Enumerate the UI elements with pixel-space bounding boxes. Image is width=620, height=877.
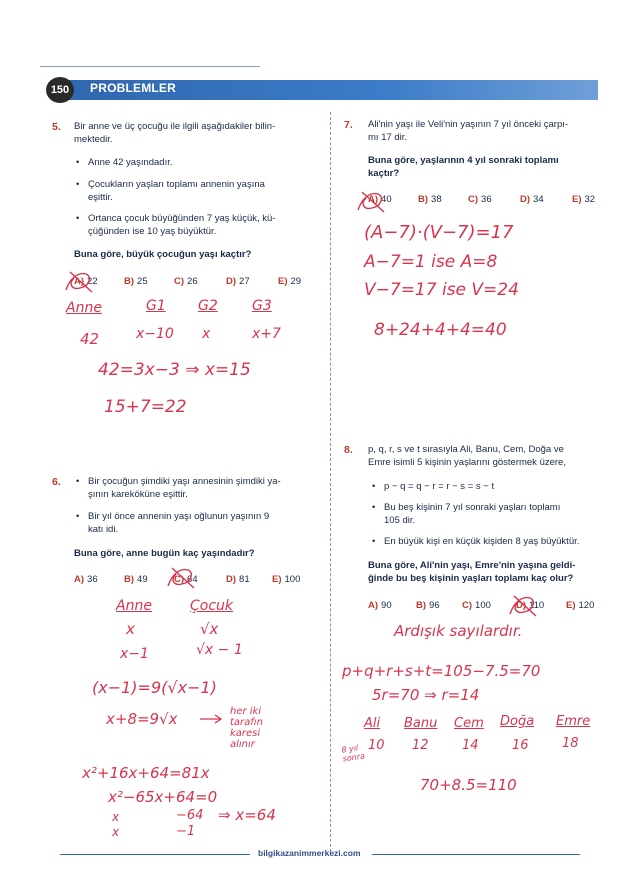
option-letter: B) bbox=[418, 194, 429, 205]
hw-name: Banu bbox=[404, 716, 438, 731]
hw-side-note-line: sonra bbox=[342, 751, 366, 764]
option-d[interactable] bbox=[520, 194, 544, 205]
hw-value: √x bbox=[200, 620, 219, 638]
question-prompt: ğinde bu beş kişinin yaşları toplamı kaç olur? bbox=[368, 573, 574, 584]
arrow-icon bbox=[198, 714, 226, 724]
hw-age: 10 bbox=[368, 738, 385, 753]
option-b[interactable] bbox=[124, 574, 148, 585]
hw-equation: p+q+r+s+t=105−7.5=70 bbox=[342, 662, 541, 680]
hw-equation: x²−65x+64=0 bbox=[108, 788, 218, 806]
bullet-text: çüğünden ise 10 yaş büyüktür. bbox=[88, 226, 217, 237]
hw-value: √x − 1 bbox=[196, 642, 243, 658]
option-letter: B) bbox=[416, 600, 427, 611]
bullet-item bbox=[384, 480, 494, 493]
hw-header-anne: Anne bbox=[116, 598, 152, 614]
option-c[interactable] bbox=[462, 600, 491, 611]
hw-equation: (A−7)·(V−7)=17 bbox=[364, 222, 514, 243]
option-c[interactable] bbox=[174, 276, 198, 287]
bullet-text: Anne 42 yaşındadır. bbox=[88, 157, 173, 168]
question-prompt: Buna göre, anne bugün kaç yaşındadır? bbox=[74, 548, 255, 559]
hw-note-line: karesi bbox=[230, 728, 261, 739]
option-letter: A) bbox=[74, 276, 85, 287]
question-prompt: Buna göre, Ali'nin yaşı, Emre'nin yaşına geldi- bbox=[368, 560, 576, 571]
option-value: 49 bbox=[137, 574, 148, 585]
hw-note bbox=[230, 706, 263, 750]
hw-note-line: her iki bbox=[230, 706, 262, 717]
hw-equation: A−7=1 ise A=8 bbox=[364, 252, 498, 272]
option-value: 34 bbox=[533, 194, 544, 205]
question-text-line: Bir anne ve üç çocuğu ile ilgili aşağıdakiler bilin- bbox=[74, 121, 276, 132]
hw-value: x bbox=[202, 326, 211, 342]
hw-equation: 42=3x−3 ⇒ x=15 bbox=[98, 360, 251, 380]
option-e[interactable] bbox=[278, 276, 301, 287]
option-d[interactable] bbox=[226, 574, 250, 585]
option-letter: E) bbox=[272, 574, 282, 585]
question-prompt: Buna göre, büyük çocuğun yaşı kaçtır? bbox=[74, 249, 252, 260]
option-e[interactable] bbox=[572, 194, 595, 205]
hw-name: Emre bbox=[556, 714, 591, 729]
question-text-line: Ali'nin yaşı ile Veli'nin yaşının 7 yıl önceki çarpı- bbox=[368, 119, 569, 130]
option-value: 25 bbox=[137, 276, 148, 287]
option-letter: E) bbox=[572, 194, 582, 205]
option-letter: C) bbox=[174, 574, 185, 585]
option-value: 96 bbox=[429, 600, 440, 611]
option-value: 120 bbox=[578, 600, 595, 611]
hw-side-note-line: 8 yıl bbox=[340, 743, 359, 755]
option-value: 29 bbox=[290, 276, 302, 287]
option-d[interactable] bbox=[226, 276, 250, 287]
option-letter: D) bbox=[226, 574, 237, 585]
hw-value: x bbox=[126, 620, 135, 638]
footer-rule-left bbox=[60, 854, 250, 855]
hw-equation: V−7=17 ise V=24 bbox=[364, 280, 519, 300]
bullet-text: Ortanca çocuk büyüğünden 7 yaş küçük, kü- bbox=[88, 213, 276, 224]
option-value: 81 bbox=[239, 574, 250, 585]
option-value: 64 bbox=[187, 574, 198, 585]
question-number: 8. bbox=[344, 444, 353, 456]
option-value: 110 bbox=[529, 600, 545, 611]
hw-factor-x bbox=[112, 810, 119, 840]
footer-website: bilgikazanimmerkezi.com bbox=[258, 848, 361, 858]
question-prompt: kaçtır? bbox=[368, 168, 400, 179]
option-value: 22 bbox=[87, 276, 98, 287]
bullet-text: Bir çocuğun şimdiki yaşı annesinin şimdiki ya- bbox=[88, 476, 281, 487]
option-b[interactable] bbox=[418, 194, 442, 205]
footer-rule-right bbox=[372, 854, 580, 855]
hw-equation: 70+8.5=110 bbox=[420, 776, 517, 794]
bullet-text: Bir yıl önce annenin yaşı oğlunun yaşının 9 bbox=[88, 511, 270, 522]
bullet-item bbox=[88, 475, 281, 488]
question-text-line: mı 17 dir. bbox=[368, 132, 408, 143]
hw-header-anne: Anne bbox=[66, 300, 102, 316]
hw-note: Ardışık sayılardır. bbox=[394, 622, 523, 640]
answer-mark bbox=[164, 564, 198, 592]
hw-factor: −64 bbox=[176, 808, 204, 823]
hw-name: Doğa bbox=[500, 714, 535, 729]
option-letter: D) bbox=[226, 276, 237, 287]
option-letter: A) bbox=[368, 600, 379, 611]
page-number: 150 bbox=[46, 77, 74, 103]
hw-value: x−10 bbox=[136, 326, 174, 342]
top-rule bbox=[40, 66, 260, 67]
option-value: 100 bbox=[475, 600, 491, 611]
hw-note-line: alınır bbox=[230, 739, 255, 750]
page-header bbox=[46, 77, 598, 103]
bullet-item bbox=[88, 510, 269, 523]
hw-equation: 5r=70 ⇒ r=14 bbox=[372, 686, 480, 704]
bullet-item bbox=[88, 212, 275, 225]
option-b[interactable] bbox=[124, 276, 148, 287]
option-letter: C) bbox=[174, 276, 185, 287]
hw-equation: (x−1)=9(√x−1) bbox=[92, 678, 217, 697]
question-number: 7. bbox=[344, 119, 353, 131]
hw-age: 14 bbox=[462, 738, 479, 753]
bullet-text: p − q = q − r = r − s = s − t bbox=[384, 481, 495, 492]
hw-factor-n bbox=[176, 808, 203, 840]
bullet-text: Bu beş kişinin 7 yıl sonraki yaşları toplamı bbox=[384, 502, 561, 513]
option-letter: E) bbox=[566, 600, 576, 611]
option-value: 26 bbox=[187, 276, 198, 287]
option-letter: C) bbox=[462, 600, 473, 611]
hw-equation: x²+16x+64=81x bbox=[82, 764, 210, 782]
question-prompt: Buna göre, yaşlarının 4 yıl sonraki toplamı bbox=[368, 155, 559, 166]
option-letter: D) bbox=[516, 600, 527, 611]
option-value: 40 bbox=[381, 194, 392, 205]
question-text-line: Emre isimli 5 kişinin yaşlarını göstermek üzere, bbox=[368, 457, 566, 468]
bullet-text: 105 dir. bbox=[384, 515, 416, 526]
answer-mark bbox=[354, 188, 388, 216]
option-e[interactable] bbox=[272, 574, 300, 585]
option-value: 90 bbox=[381, 600, 392, 611]
hw-result: ⇒ x=64 bbox=[218, 806, 276, 824]
option-e[interactable] bbox=[566, 600, 594, 611]
hw-age: 12 bbox=[412, 738, 429, 753]
answer-mark bbox=[62, 268, 96, 296]
option-c[interactable] bbox=[468, 194, 492, 205]
hw-note-line: tarafın bbox=[230, 717, 263, 728]
option-letter: A) bbox=[74, 574, 85, 585]
hw-equation: 8+24+4+4=40 bbox=[374, 320, 507, 340]
option-value: 38 bbox=[431, 194, 442, 205]
bullet-text: şının kareköküne eşittir. bbox=[88, 489, 188, 500]
bullet-text: katı idi. bbox=[88, 524, 119, 535]
hw-factor: x bbox=[112, 810, 120, 824]
hw-header-c3: G3 bbox=[252, 298, 272, 314]
hw-name: Cem bbox=[454, 716, 484, 731]
hw-name: Ali bbox=[364, 716, 381, 731]
option-letter: A) bbox=[368, 194, 379, 205]
option-a[interactable] bbox=[368, 600, 392, 611]
option-value: 36 bbox=[87, 574, 98, 585]
hw-equation: x+8=9√x bbox=[106, 710, 178, 728]
bullet-text: En büyük kişi en küçük kişiden 8 yaş büyüktür. bbox=[384, 536, 580, 547]
column-divider bbox=[330, 112, 331, 852]
hw-equation: 15+7=22 bbox=[104, 397, 187, 417]
question-text-line: mektedir. bbox=[74, 134, 113, 145]
option-letter: B) bbox=[124, 276, 135, 287]
option-b[interactable] bbox=[416, 600, 440, 611]
hw-header-cocuk: Çocuk bbox=[190, 598, 234, 614]
option-value: 27 bbox=[239, 276, 250, 287]
bullet-item bbox=[88, 178, 265, 191]
option-value: 36 bbox=[481, 194, 492, 205]
hw-factor: −1 bbox=[176, 824, 196, 839]
option-value: 100 bbox=[284, 574, 301, 585]
option-letter: E) bbox=[278, 276, 288, 287]
question-number: 6. bbox=[52, 476, 61, 488]
hw-value: x+7 bbox=[252, 326, 281, 342]
hw-header-c1: G1 bbox=[146, 298, 166, 314]
hw-value: 42 bbox=[80, 330, 100, 348]
bullet-text: Çocukların yaşları toplamı annenin yaşına bbox=[88, 179, 265, 190]
hw-side-note bbox=[341, 743, 366, 764]
option-letter: D) bbox=[520, 194, 531, 205]
hw-age: 18 bbox=[562, 736, 579, 751]
option-letter: C) bbox=[468, 194, 479, 205]
bullet-text: eşittir. bbox=[88, 192, 113, 203]
option-letter: B) bbox=[124, 574, 135, 585]
hw-factor: x bbox=[112, 825, 120, 839]
hw-header-c2: G2 bbox=[198, 298, 218, 314]
question-text-line: p, q, r, s ve t sırasıyla Ali, Banu, Cem, Doğa ve bbox=[368, 444, 564, 455]
bullet-item bbox=[88, 156, 173, 169]
bullet-item bbox=[384, 501, 560, 514]
answer-mark bbox=[506, 592, 540, 620]
option-value: 32 bbox=[584, 194, 596, 205]
hw-value: x−1 bbox=[120, 646, 149, 662]
bullet-item bbox=[384, 535, 579, 548]
question-number: 5. bbox=[52, 121, 61, 133]
hw-age: 16 bbox=[512, 738, 529, 753]
header-title: PROBLEMLER bbox=[90, 81, 176, 95]
option-a[interactable] bbox=[74, 574, 98, 585]
